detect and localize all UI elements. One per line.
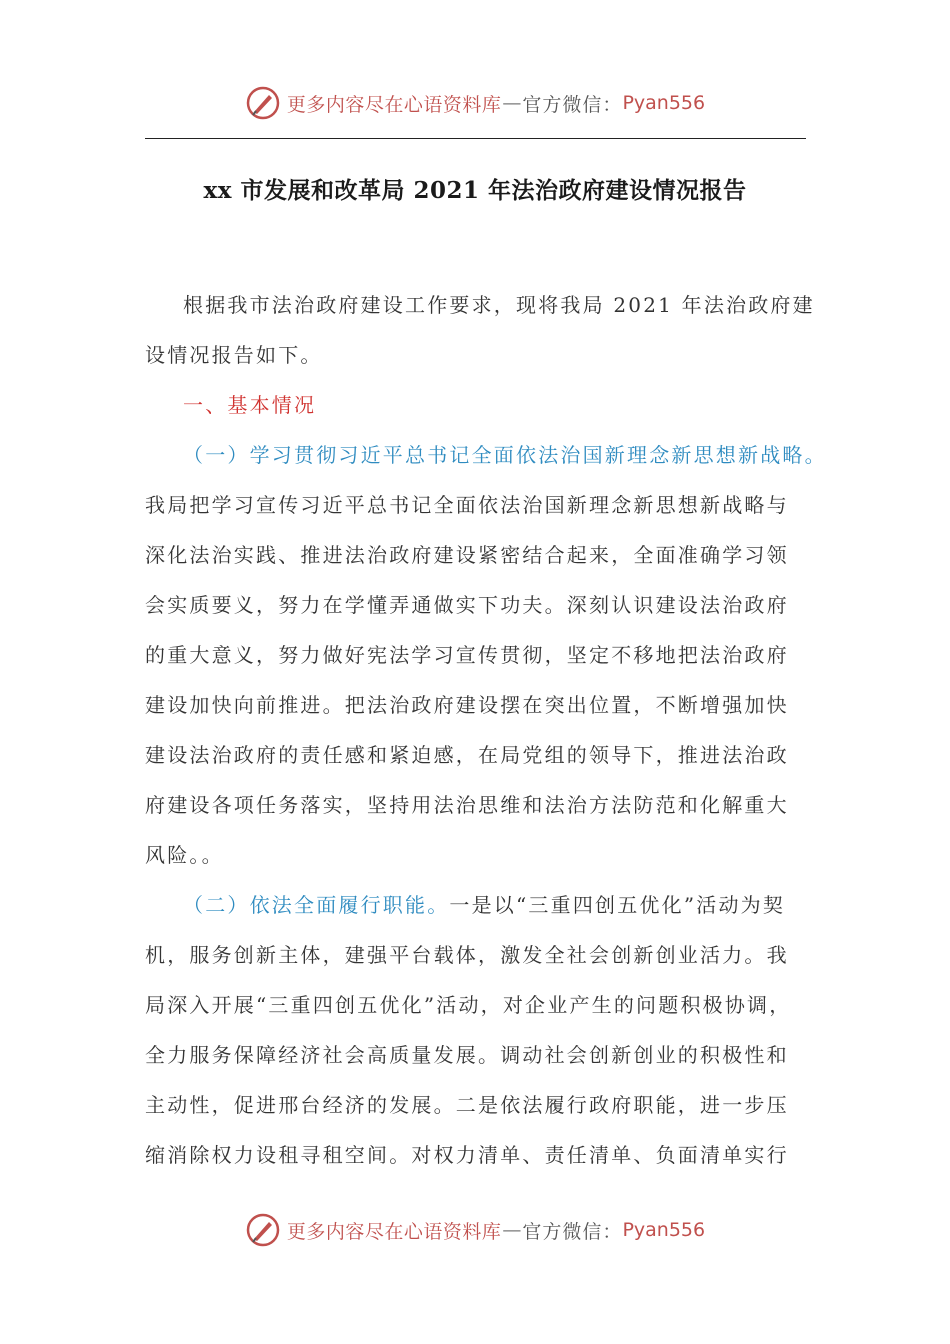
body-line: 主动性，促进邢台经济的发展。二是依法履行政府职能，进一步压 xyxy=(145,1093,789,1117)
body-line: 机，服务创新主体，建强平台载体，激发全社会创新创业活力。我 xyxy=(145,943,789,967)
body-line: 建设法治政府的责任感和紧迫感，在局党组的领导下，推进法治政 xyxy=(145,743,789,767)
subsection-heading-inline: （二）依法全面履行职能。 xyxy=(183,893,450,917)
body-line: 局深入开展“三重四创五优化”活动，对企业产生的问题积极协调， xyxy=(145,993,792,1017)
body-line: 的重大意义，努力做好宪法学习宣传贯彻，坚定不移地把法治政府 xyxy=(145,643,789,667)
banner-wechat-id: Pyan556 xyxy=(622,1219,706,1241)
body-line: 设情况报告如下。 xyxy=(145,343,323,367)
banner-brand: 更多内容尽在心语资料库 xyxy=(286,1220,502,1243)
banner-wechat-label: 官方微信： xyxy=(522,93,623,116)
header-banner xyxy=(0,83,950,123)
body-line: 府建设各项任务落实，坚持用法治思维和法治方法防范和化解重大 xyxy=(145,793,789,817)
body-line: 深化法治实践、推进法治政府建设紧密结合起来，全面准确学习领 xyxy=(145,543,789,567)
body-line: 我局把学习宣传习近平总书记全面依法治国新理念新思想新战略与 xyxy=(145,493,789,517)
quill-logo-icon xyxy=(245,85,281,121)
document-body xyxy=(145,280,827,1180)
body-line: 风险。。 xyxy=(145,843,224,867)
section-heading: 一、基本情况 xyxy=(183,393,317,417)
body-line: （二）依法全面履行职能。一是以“三重四创五优化”活动为契 xyxy=(183,893,786,917)
document-title: xx 市发展和改革局 2021 年法治政府建设情况报告 xyxy=(203,177,747,204)
banner-dash: — xyxy=(502,92,522,114)
banner-wechat-label: 官方微信： xyxy=(522,1220,623,1243)
body-line: 会实质要义，努力在学懂弄通做实下功夫。深刻认识建设法治政府 xyxy=(145,593,789,617)
body-line: 根据我市法治政府建设工作要求，现将我局 2021 年法治政府建 xyxy=(183,293,815,317)
banner-wechat-id: Pyan556 xyxy=(622,92,706,114)
body-line: 全力服务保障经济社会高质量发展。调动社会创新创业的积极性和 xyxy=(145,1043,789,1067)
header-divider xyxy=(145,138,806,139)
subsection-heading: （一）学习贯彻习近平总书记全面依法治国新理念新思想新战略。 xyxy=(183,443,827,467)
banner-dash: — xyxy=(502,1219,522,1241)
body-line: 缩消除权力设租寻租空间。对权力清单、责任清单、负面清单实行 xyxy=(145,1143,789,1167)
footer-banner xyxy=(0,1210,950,1250)
banner-brand: 更多内容尽在心语资料库 xyxy=(286,93,502,116)
quill-logo-icon xyxy=(245,1212,281,1248)
body-line: 建设加快向前推进。把法治政府建设摆在突出位置，不断增强加快 xyxy=(145,693,789,717)
